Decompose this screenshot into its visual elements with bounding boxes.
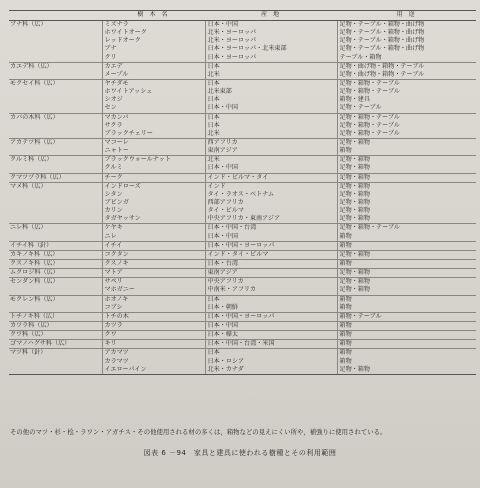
use-category: 足物・曲げ物・箱物・テーブル [339,70,425,78]
origin-cell [205,224,337,241]
species-name: インドローズ [104,182,141,190]
species-name: クリ [104,53,117,61]
origin-cell [205,241,337,250]
species-name: チーク [104,173,123,181]
footnote: その他のマツ・杉・桧・ラワン・アガチス・その他使用される材の多くは，箱物などの見えにくい所や，補強りに使用されている。 [10,428,387,436]
origin-region: 北米 [207,70,220,78]
origin-region: 日本 [207,79,220,87]
origin-region: タイ・ビルマ [207,207,244,215]
family-cell: トチノキ科（広） [9,312,102,321]
table-row-group [9,259,476,268]
origin-region: 日本・中国 [207,322,238,330]
use-category: 足物・箱物 [339,250,370,258]
family-cell: マメ科（広） [9,182,102,224]
origin-region: 西部アフリカ [207,198,244,206]
species-name: サペリ [104,278,123,286]
species-name: カリン [104,207,123,215]
species-name: ケヤキ [104,224,123,232]
use-cell [337,322,476,331]
use-category: 足物・箱物・テーブル [339,79,400,87]
species-name: マカンバ [104,113,129,121]
use-category: 足物・箱物 [339,164,370,172]
use-cell [337,182,476,224]
species-name: カツラ [104,322,123,330]
family-cell: ニレ科（広） [9,224,102,241]
table-row-group [9,331,476,340]
origin-region: 中央アフリカ・東南アジア [207,215,281,223]
table-row-group [9,295,476,312]
species-cell [102,79,205,113]
use-category: 箱物 [339,147,352,155]
species-cell [102,113,205,138]
species-name: コクタン [104,250,129,258]
use-category: 足物・テーブル・箱物・曲げ物 [339,37,425,45]
origin-region: インド・ビルマ・タイ [207,173,269,181]
origin-region: 中南米・アフリカ [207,286,256,294]
use-cell [337,138,476,155]
origin-cell [205,138,337,155]
species-name: シタン [104,190,123,198]
species-name: カエデ [104,62,123,70]
origin-region: 東南アジア [207,147,238,155]
species-name: ホワイトアッシュ [104,88,153,96]
family-cell: カツラ科（広） [9,322,102,331]
species-name: ブラックウォールナット [104,156,171,164]
origin-cell [205,340,337,349]
origin-cell [205,295,337,312]
origin-region: 北米東部 [207,88,232,96]
species-cell [102,259,205,268]
origin-region: 日本 [207,349,220,357]
species-cell [102,295,205,312]
origin-region: 日本 [207,96,220,104]
use-category: 箱物 [339,340,352,348]
family-cell: カバの木科（広） [9,113,102,138]
origin-region: 日本・中国・ヨーロッパ [207,312,275,320]
header-use: 用 途 [337,11,476,21]
origin-cell [205,322,337,331]
table-row-group [9,138,476,155]
table-row-group [9,269,476,278]
use-category: 足物・箱物・テーブル [339,88,400,96]
use-cell [337,349,476,374]
use-cell [337,21,476,63]
family-cell: クマツヅラ科（広） [9,173,102,182]
use-category: 足物・テーブル・箱物・曲げ物 [339,45,425,53]
species-name: ホオノキ [104,295,129,303]
origin-region: 日本・ヨーロッパ・北米東部 [207,45,287,53]
origin-region: 北米 [207,129,220,137]
species-cell [102,250,205,259]
use-cell [337,269,476,278]
family-cell: カエデ科（広） [9,62,102,79]
table-row-group [9,182,476,224]
table-row-group [9,340,476,349]
species-name: アカマツ [104,349,129,357]
species-name: ヤチダモ [104,79,129,87]
use-category: 箱物 [339,357,352,365]
origin-cell [205,259,337,268]
species-cell [102,340,205,349]
use-cell [337,241,476,250]
use-category: 足物・箱物 [339,278,370,286]
origin-region: 北米 [207,156,220,164]
origin-region: 日本・中国・台湾・米国 [207,340,275,348]
origin-region: 日本・中国 [207,21,238,28]
use-cell [337,278,476,295]
use-category: 足物・箱物 [339,215,370,223]
family-cell: ブナ科（広） [9,21,102,63]
species-name: タガヤッサン [104,215,141,223]
figure-caption: 図表 6 －94 家具と建具に使われる樹種とその利用範囲 [143,449,337,457]
use-category: 足物・箱物 [339,182,370,190]
origin-cell [205,349,337,374]
use-category: 箱物 [339,259,352,267]
origin-region: インド・タイ・ビルマ [207,250,269,258]
origin-region: 日本・中国・ヨーロッパ [207,241,275,249]
table-row-group [9,241,476,250]
use-category: 足物・曲げ物・箱物・テーブル [339,62,425,70]
origin-region: 日本 [207,295,220,303]
origin-region: 北米・カナダ [207,365,244,373]
species-name: クワ [104,331,117,339]
species-name: ミズナラ [104,21,129,28]
origin-cell [205,278,337,295]
species-name: イチイ [104,241,123,249]
species-cell [102,138,205,155]
use-category: 箱物 [339,303,352,311]
origin-cell [205,113,337,138]
origin-cell [205,331,337,340]
use-category: 足物・テーブル [339,104,382,112]
origin-region: 北米・ヨーロッパ [207,29,257,37]
origin-region: 日本・ヨーロッパ [207,53,257,61]
species-cell [102,331,205,340]
family-cell: カキノキ科（広） [9,250,102,259]
family-cell: マツ科（針） [9,349,102,374]
species-name: ブビンガ [104,198,129,206]
use-category: テーブル・箱物 [339,53,382,61]
table-row-group [9,113,476,138]
origin-region: 北米・ヨーロッパ [207,37,257,45]
origin-cell [205,21,337,63]
species-cell [102,322,205,331]
origin-cell [205,156,337,173]
use-category: 足物・テーブル・箱物・曲げ物 [339,21,425,28]
species-name: ブナ [104,45,117,53]
use-cell [337,156,476,173]
use-cell [337,312,476,321]
species-cell [102,312,205,321]
use-cell [337,259,476,268]
origin-region: 日本 [207,121,220,129]
origin-region: 中央アフリカ [207,278,244,286]
use-category: 足物・箱物 [339,156,370,164]
family-cell: イチイ科（針） [9,241,102,250]
family-cell: クルミ科（広） [9,156,102,173]
use-category: 足物・箱物・テーブル [339,113,400,121]
origin-cell [205,312,337,321]
origin-region: 日本・中国 [207,164,238,172]
origin-cell [205,182,337,224]
table-row-group [9,79,476,113]
use-category: 足物・箱物 [339,269,370,277]
use-category: 足物・箱物・テーブル [339,121,400,129]
table-row-group [9,250,476,259]
header-origin: 産 地 [205,11,337,21]
family-cell: モクセイ科（広） [9,79,102,113]
species-cell [102,224,205,241]
use-cell [337,295,476,312]
use-cell [337,62,476,79]
use-category: 箱物 [339,232,352,240]
family-cell: センダン科（広） [9,278,102,295]
header-family [9,11,102,21]
family-cell: クワ科（広） [9,331,102,340]
species-name: マトア [104,269,123,277]
origin-cell [205,269,337,278]
species-name: ブラックチェリー [104,129,153,137]
use-cell [337,331,476,340]
family-cell: アカテツ科（広） [9,138,102,155]
species-name: シオジ [104,96,123,104]
species-name: トチの木 [104,312,129,320]
use-category: 箱物 [339,331,352,339]
species-name: ニャトー [104,147,129,155]
species-cell [102,173,205,182]
table-row-group [9,349,476,374]
header-species: 樹 木 名 [102,11,205,21]
family-cell: モクレン科（広） [9,295,102,312]
species-name: カラマツ [104,357,129,365]
use-category: 足物・箱物 [339,286,370,294]
species-name: コブシ [104,303,123,311]
species-cell [102,156,205,173]
use-category: 箱物 [339,295,352,303]
table-row-group [9,224,476,241]
species-name: クルミ [104,164,123,172]
origin-region: 日本・台湾 [207,259,238,267]
use-category: 足物・箱物 [339,138,370,146]
origin-region: 日本・中国・台湾 [207,224,257,232]
species-name: ニレ [104,232,117,240]
use-category: 箱物・建具 [339,96,370,104]
table-row-group [9,312,476,321]
table-row-group [9,156,476,173]
use-category: 足物・箱物 [339,190,370,198]
use-cell [337,79,476,113]
family-cell: ムクロジ科（広） [9,269,102,278]
species-cell [102,349,205,374]
origin-cell [205,62,337,79]
family-cell: クスノキ科（広） [9,259,102,268]
table-body [9,21,476,375]
origin-region: インド [207,182,226,190]
origin-region: 日本 [207,113,220,121]
table-row-group [9,62,476,79]
origin-region: 日本・樺太 [207,331,238,339]
table-row-group [9,21,476,63]
use-category: 足物・箱物・テーブル [339,224,400,232]
family-cell: ゴマノハグサ科（広） [9,340,102,349]
origin-region: 日本・ロシア [207,357,245,365]
species-cell [102,269,205,278]
species-name: キリ [104,340,117,348]
origin-region: 西アフリカ [207,138,238,146]
origin-cell [205,250,337,259]
species-name: メープル [104,70,129,78]
use-category: 箱物 [339,241,352,249]
species-name: クスノキ [104,259,129,267]
origin-cell [205,173,337,182]
use-category: 箱物 [339,322,352,330]
origin-region: 日本・中国 [207,104,238,112]
wood-species-table [9,10,476,375]
use-category: 足物・箱物 [339,365,370,373]
use-category: 足物・テーブル・箱物・曲げ物 [339,29,425,37]
use-category: 箱物・テーブル [339,312,382,320]
species-cell [102,241,205,250]
species-cell [102,278,205,295]
species-name: マホガニー [104,286,135,294]
table-header-row [9,11,476,21]
use-cell [337,113,476,138]
origin-region: 東南アジア [207,269,238,277]
use-category: 箱物 [339,349,352,357]
use-category: 足物・箱物・テーブル [339,129,400,137]
species-name: ホワイトオーク [104,29,147,37]
use-category: 足物・箱物 [339,173,370,181]
table-row-group [9,322,476,331]
use-cell [337,173,476,182]
origin-region: タイ・ラオス・ベトナム [207,190,275,198]
origin-region: 日本・中国 [207,232,238,240]
origin-region: 日本 [207,62,220,70]
use-cell [337,224,476,241]
species-name: イエローパイン [104,365,147,373]
species-name: レッドオーク [104,37,141,45]
species-cell [102,182,205,224]
use-category: 足物・箱物 [339,198,370,206]
table-row-group [9,173,476,182]
species-name: サクラ [104,121,123,129]
use-cell [337,250,476,259]
table-row-group [9,278,476,295]
species-name: マコーレ [104,138,129,146]
species-name: セン [104,104,117,112]
species-cell [102,21,205,63]
use-cell [337,340,476,349]
use-category: 足物・箱物 [339,207,370,215]
species-cell [102,62,205,79]
origin-cell [205,79,337,113]
origin-region: 日本・朝鮮 [207,303,238,311]
